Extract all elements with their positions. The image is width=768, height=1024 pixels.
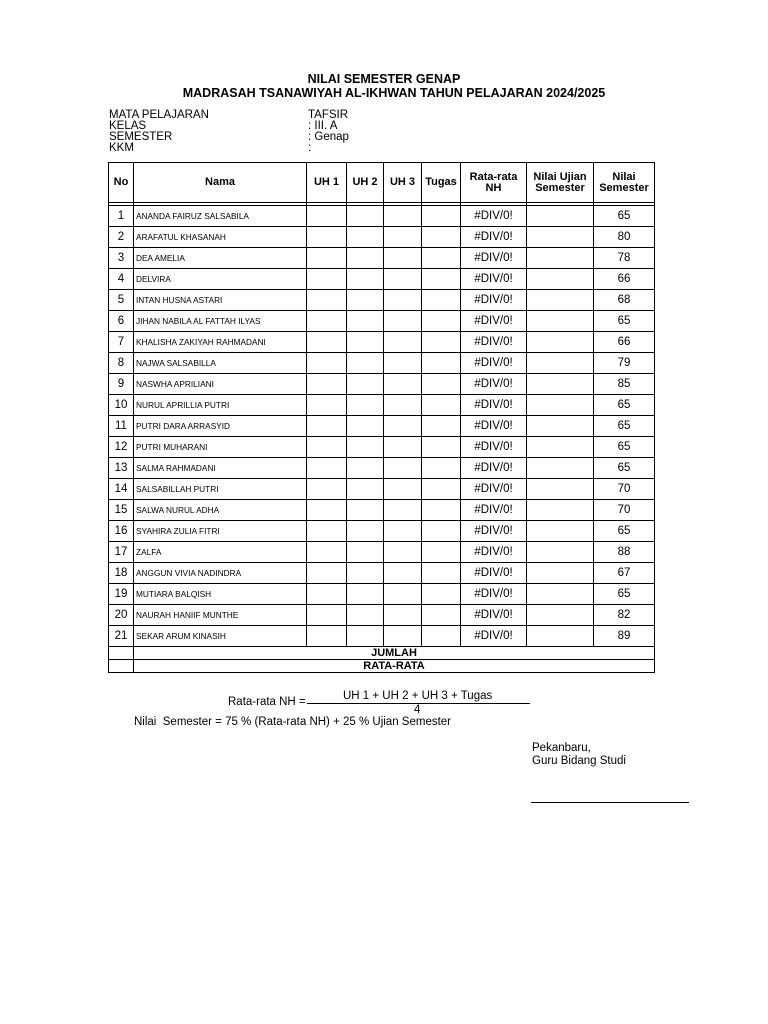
ujian-cell <box>527 479 594 500</box>
nilai-semester-cell: 65 <box>594 458 655 479</box>
info-row-kkm <box>109 143 349 154</box>
col-header-semester-line1: Nilai <box>612 170 636 183</box>
tugas-cell <box>422 521 461 542</box>
tugas-cell <box>422 332 461 353</box>
student-name: NASWHA APRILIANI <box>134 374 307 395</box>
uh1-cell <box>307 227 347 248</box>
ujian-cell <box>527 521 594 542</box>
tugas-cell <box>422 353 461 374</box>
uh3-cell <box>384 542 422 563</box>
rata-nh-cell: #DIV/0! <box>461 605 527 626</box>
nilai-semester-cell: 82 <box>594 605 655 626</box>
ujian-cell <box>527 374 594 395</box>
uh2-cell <box>347 269 384 290</box>
uh3-cell <box>384 269 422 290</box>
uh1-cell <box>307 374 347 395</box>
table-row <box>109 227 655 248</box>
tugas-cell <box>422 563 461 584</box>
rata-nh-cell: #DIV/0! <box>461 416 527 437</box>
nilai-semester-cell: 65 <box>594 584 655 605</box>
uh1-cell <box>307 248 347 269</box>
table-header-row <box>109 163 655 203</box>
student-name: JIHAN NABILA AL FATTAH ILYAS <box>134 311 307 332</box>
rata-nh-cell: #DIV/0! <box>461 500 527 521</box>
row-number: 5 <box>109 290 134 311</box>
formula-denominator: 4 <box>414 704 421 716</box>
ujian-cell <box>527 626 594 647</box>
uh2-cell <box>347 521 384 542</box>
uh1-cell <box>307 605 347 626</box>
ujian-cell <box>527 311 594 332</box>
info-value: : Genap <box>308 131 349 143</box>
student-name: SYAHIRA ZULIA FITRI <box>134 521 307 542</box>
grades-table <box>108 162 655 673</box>
table-row <box>109 311 655 332</box>
student-name: PUTRI DARA ARRASYID <box>134 416 307 437</box>
uh3-cell <box>384 584 422 605</box>
table-row <box>109 374 655 395</box>
uh1-cell <box>307 311 347 332</box>
uh2-cell <box>347 542 384 563</box>
signature-role: Guru Bidang Studi <box>532 755 626 767</box>
tugas-cell <box>422 500 461 521</box>
ujian-cell <box>527 563 594 584</box>
tugas-cell <box>422 227 461 248</box>
row-number: 3 <box>109 248 134 269</box>
nilai-semester-cell: 67 <box>594 563 655 584</box>
row-number: 10 <box>109 395 134 416</box>
uh1-cell <box>307 500 347 521</box>
ujian-cell <box>527 542 594 563</box>
info-value: : <box>308 142 312 154</box>
tugas-cell <box>422 542 461 563</box>
col-header-ujian <box>527 163 594 203</box>
row-number: 13 <box>109 458 134 479</box>
jumlah-spacer-cell <box>109 647 134 660</box>
table-row <box>109 269 655 290</box>
uh1-cell <box>307 626 347 647</box>
tugas-cell <box>422 479 461 500</box>
table-row <box>109 542 655 563</box>
nilai-semester-cell: 78 <box>594 248 655 269</box>
uh2-cell <box>347 248 384 269</box>
ujian-cell <box>527 353 594 374</box>
rata-nh-cell: #DIV/0! <box>461 395 527 416</box>
nilai-semester-cell: 89 <box>594 626 655 647</box>
table-row <box>109 605 655 626</box>
tugas-cell <box>422 416 461 437</box>
student-name: INTAN HUSNA ASTARI <box>134 290 307 311</box>
rata-nh-cell: #DIV/0! <box>461 458 527 479</box>
nilai-semester-formula: Nilai Semester = 75 % (Rata-rata NH) + 25 % Ujian Semester <box>134 716 452 728</box>
table-row <box>109 563 655 584</box>
uh2-cell <box>347 353 384 374</box>
table-row <box>109 500 655 521</box>
nilai-semester-cell: 66 <box>594 269 655 290</box>
nilai-semester-cell: 65 <box>594 395 655 416</box>
uh3-cell <box>384 626 422 647</box>
col-header-rata-line1: Rata-rata <box>469 170 518 183</box>
student-name: SALMA RAHMADANI <box>134 458 307 479</box>
uh3-cell <box>384 290 422 311</box>
row-number: 2 <box>109 227 134 248</box>
col-header-uh2: UH 2 <box>347 163 384 203</box>
student-name: SALSABILLAH PUTRI <box>134 479 307 500</box>
student-name: SEKAR ARUM KINASIH <box>134 626 307 647</box>
uh3-cell <box>384 458 422 479</box>
document-title: NILAI SEMESTER GENAP <box>307 72 461 86</box>
nilai-semester-cell: 79 <box>594 353 655 374</box>
rata-rata-spacer-cell <box>109 660 134 673</box>
rata-nh-cell: #DIV/0! <box>461 311 527 332</box>
row-number: 16 <box>109 521 134 542</box>
signature-city: Pekanbaru, <box>532 742 591 754</box>
ujian-cell <box>527 290 594 311</box>
info-label: KKM <box>109 142 134 154</box>
rata-nh-cell: #DIV/0! <box>461 290 527 311</box>
uh1-cell <box>307 479 347 500</box>
col-header-semester-line2: Semester <box>599 181 649 194</box>
uh2-cell <box>347 563 384 584</box>
table-row <box>109 458 655 479</box>
row-number: 11 <box>109 416 134 437</box>
info-value: TAFSIR <box>308 109 349 121</box>
uh1-cell <box>307 290 347 311</box>
uh3-cell <box>384 437 422 458</box>
uh2-cell <box>347 374 384 395</box>
student-name: PUTRI MUHARANI <box>134 437 307 458</box>
uh2-cell <box>347 626 384 647</box>
table-row <box>109 206 655 227</box>
ujian-cell <box>527 332 594 353</box>
row-number: 17 <box>109 542 134 563</box>
uh2-cell <box>347 311 384 332</box>
uh2-cell <box>347 479 384 500</box>
col-header-ujian-line2: Semester <box>535 181 585 194</box>
uh1-cell <box>307 332 347 353</box>
table-row <box>109 521 655 542</box>
row-number: 9 <box>109 374 134 395</box>
uh1-cell <box>307 458 347 479</box>
table-row <box>109 437 655 458</box>
rata-rata-label: RATA-RATA <box>134 660 655 673</box>
nilai-semester-cell: 68 <box>594 290 655 311</box>
document-subtitle: MADRASAH TSANAWIYAH AL-IKHWAN TAHUN PELAJARAN 2024/2025 <box>182 86 606 100</box>
tugas-cell <box>422 584 461 605</box>
student-name: ZALFA <box>134 542 307 563</box>
table-row <box>109 248 655 269</box>
ujian-cell <box>527 395 594 416</box>
table-row <box>109 416 655 437</box>
rata-rata-row <box>109 660 655 673</box>
uh3-cell <box>384 374 422 395</box>
uh2-cell <box>347 416 384 437</box>
uh3-cell <box>384 227 422 248</box>
student-name: ARAFATUL KHASANAH <box>134 227 307 248</box>
nilai-semester-cell: 70 <box>594 500 655 521</box>
student-name: NAJWA SALSABILLA <box>134 353 307 374</box>
col-header-rata-line2: NH <box>485 181 502 194</box>
rata-nh-cell: #DIV/0! <box>461 269 527 290</box>
uh2-cell <box>347 206 384 227</box>
ujian-cell <box>527 206 594 227</box>
tugas-cell <box>422 395 461 416</box>
uh2-cell <box>347 605 384 626</box>
rata-nh-cell: #DIV/0! <box>461 206 527 227</box>
table-row <box>109 479 655 500</box>
student-name: NURUL APRILLIA PUTRI <box>134 395 307 416</box>
info-label: SEMESTER <box>109 131 173 143</box>
student-name: DEA AMELIA <box>134 248 307 269</box>
tugas-cell <box>422 437 461 458</box>
nilai-semester-cell: 65 <box>594 206 655 227</box>
table-row <box>109 626 655 647</box>
uh1-cell <box>307 542 347 563</box>
ujian-cell <box>527 227 594 248</box>
nilai-semester-cell: 66 <box>594 332 655 353</box>
nilai-semester-cell: 80 <box>594 227 655 248</box>
uh1-cell <box>307 269 347 290</box>
col-header-tugas: Tugas <box>422 163 461 203</box>
tugas-cell <box>422 248 461 269</box>
info-label: MATA PELAJARAN <box>109 109 209 121</box>
student-name: ANANDA FAIRUZ SALSABILA <box>134 206 307 227</box>
uh1-cell <box>307 395 347 416</box>
ujian-cell <box>527 500 594 521</box>
row-number: 15 <box>109 500 134 521</box>
rata-nh-cell: #DIV/0! <box>461 626 527 647</box>
nilai-semester-cell: 88 <box>594 542 655 563</box>
uh1-cell <box>307 563 347 584</box>
uh3-cell <box>384 248 422 269</box>
uh2-cell <box>347 500 384 521</box>
student-name: SALWA NURUL ADHA <box>134 500 307 521</box>
ujian-cell <box>527 269 594 290</box>
rata-nh-cell: #DIV/0! <box>461 521 527 542</box>
nilai-semester-cell: 65 <box>594 416 655 437</box>
row-number: 7 <box>109 332 134 353</box>
row-number: 4 <box>109 269 134 290</box>
student-name: MUTIARA BALQISH <box>134 584 307 605</box>
rata-nh-cell: #DIV/0! <box>461 227 527 248</box>
rata-nh-cell: #DIV/0! <box>461 563 527 584</box>
uh2-cell <box>347 290 384 311</box>
uh2-cell <box>347 437 384 458</box>
nilai-semester-cell: 65 <box>594 311 655 332</box>
uh3-cell <box>384 353 422 374</box>
uh2-cell <box>347 458 384 479</box>
student-name: NAURAH HANIIF MUNTHE <box>134 605 307 626</box>
tugas-cell <box>422 605 461 626</box>
uh3-cell <box>384 500 422 521</box>
tugas-cell <box>422 290 461 311</box>
uh3-cell <box>384 416 422 437</box>
rata-nh-cell: #DIV/0! <box>461 584 527 605</box>
student-name: DELVIRA <box>134 269 307 290</box>
rata-nh-cell: #DIV/0! <box>461 332 527 353</box>
rata-nh-cell: #DIV/0! <box>461 374 527 395</box>
tugas-cell <box>422 269 461 290</box>
row-number: 12 <box>109 437 134 458</box>
rata-nh-cell: #DIV/0! <box>461 437 527 458</box>
info-label: KELAS <box>109 120 147 132</box>
table-row <box>109 332 655 353</box>
row-number: 1 <box>109 206 134 227</box>
col-header-uh3: UH 3 <box>384 163 422 203</box>
tugas-cell <box>422 458 461 479</box>
col-header-ujian-line1: Nilai Ujian <box>533 170 587 183</box>
signature-line <box>531 802 689 803</box>
uh3-cell <box>384 311 422 332</box>
uh1-cell <box>307 521 347 542</box>
formula-numerator: UH 1 + UH 2 + UH 3 + Tugas <box>343 690 493 702</box>
info-row-semester <box>109 132 349 143</box>
rata-nh-cell: #DIV/0! <box>461 479 527 500</box>
uh3-cell <box>384 563 422 584</box>
table-row <box>109 395 655 416</box>
uh1-cell <box>307 353 347 374</box>
uh2-cell <box>347 332 384 353</box>
ujian-cell <box>527 605 594 626</box>
table-row <box>109 290 655 311</box>
row-number: 8 <box>109 353 134 374</box>
rata-nh-cell: #DIV/0! <box>461 353 527 374</box>
tugas-cell <box>422 206 461 227</box>
uh2-cell <box>347 395 384 416</box>
table-body <box>109 206 655 647</box>
table-row <box>109 353 655 374</box>
ujian-cell <box>527 437 594 458</box>
row-number: 6 <box>109 311 134 332</box>
tugas-cell <box>422 311 461 332</box>
uh2-cell <box>347 227 384 248</box>
row-number: 14 <box>109 479 134 500</box>
rata-nh-cell: #DIV/0! <box>461 248 527 269</box>
rata-nh-cell: #DIV/0! <box>461 542 527 563</box>
ujian-cell <box>527 416 594 437</box>
col-header-rata <box>461 163 527 203</box>
row-number: 20 <box>109 605 134 626</box>
uh3-cell <box>384 395 422 416</box>
tugas-cell <box>422 374 461 395</box>
uh1-cell <box>307 584 347 605</box>
row-number: 21 <box>109 626 134 647</box>
info-block <box>109 110 349 154</box>
row-number: 18 <box>109 563 134 584</box>
jumlah-label: JUMLAH <box>134 647 655 660</box>
student-name: KHALISHA ZAKIYAH RAHMADANI <box>134 332 307 353</box>
col-header-uh1: UH 1 <box>307 163 347 203</box>
uh1-cell <box>307 416 347 437</box>
col-header-semester <box>594 163 655 203</box>
col-header-nama: Nama <box>134 163 307 203</box>
uh1-cell <box>307 437 347 458</box>
uh3-cell <box>384 605 422 626</box>
ujian-cell <box>527 458 594 479</box>
uh2-cell <box>347 584 384 605</box>
tugas-cell <box>422 626 461 647</box>
col-header-no: No <box>109 163 134 203</box>
student-name: ANGGUN VIVIA NADINDRA <box>134 563 307 584</box>
nilai-semester-cell: 70 <box>594 479 655 500</box>
ujian-cell <box>527 248 594 269</box>
table-row <box>109 584 655 605</box>
jumlah-row <box>109 647 655 660</box>
uh3-cell <box>384 479 422 500</box>
uh3-cell <box>384 521 422 542</box>
row-number: 19 <box>109 584 134 605</box>
uh3-cell <box>384 206 422 227</box>
uh3-cell <box>384 332 422 353</box>
nilai-semester-cell: 65 <box>594 437 655 458</box>
uh1-cell <box>307 206 347 227</box>
nilai-semester-cell: 65 <box>594 521 655 542</box>
formula-label: Rata-rata NH = <box>228 696 306 708</box>
info-value: : III. A <box>308 120 338 132</box>
ujian-cell <box>527 584 594 605</box>
nilai-semester-cell: 85 <box>594 374 655 395</box>
